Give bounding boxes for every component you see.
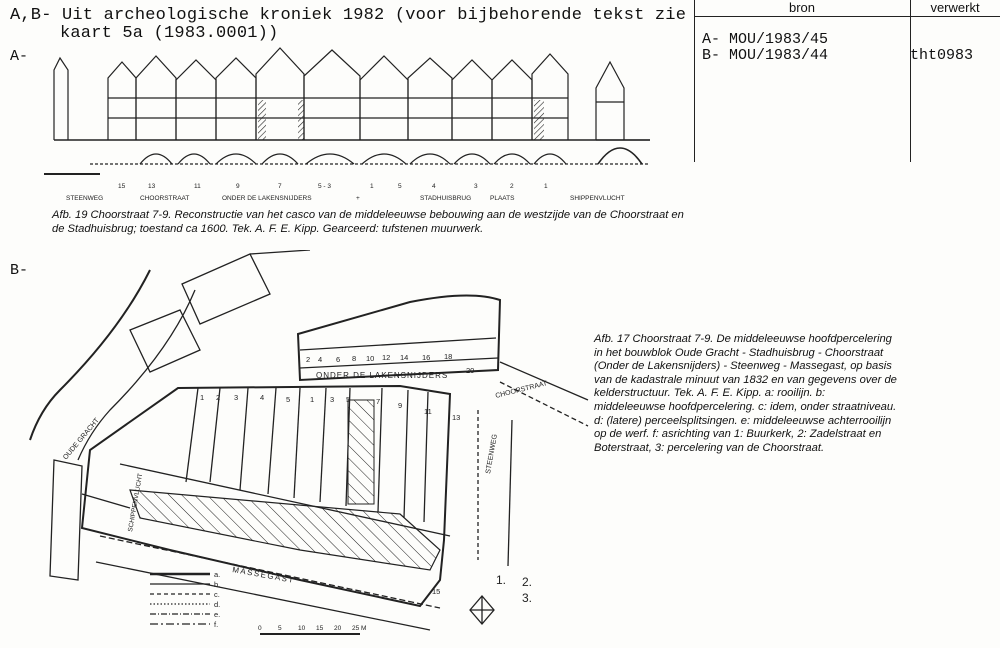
source-table <box>694 0 1000 162</box>
parcel-number: 4 <box>260 393 265 402</box>
house-number: 5 - 3 <box>318 183 332 190</box>
legend-label: a. <box>214 570 221 579</box>
house-number: 5 <box>398 183 402 190</box>
figure-17-caption: Afb. 17 Choorstraat 7-9. De middeleeuwse hoofdpercelering in het bouwblok Oude Gracht - Stadhuisbrug - Choorstraat (Onder de Lakensnijders) - Steenweg - Massegast, op basis van de kadastrale minuut van 1832 en van gegevens over de kelderstructuur. Tek. A. F. E. Kipp. a: rooilijn. b: middeleeuwse hoofdpercelering. c: idem, onder straatniveau. d: (latere) perceelsplitsingen. e: middeleeuwse achterrooilijn op de werf. f: asrichting van 1: Buurkerk, 2: Zadelstraat en Boterstraat, 3: percelering van de Choorstraat. <box>594 333 897 454</box>
street-label-onder-lakensnijders: ONDER DE LAKENSNIJDERS <box>316 371 449 380</box>
parcel-number: 2 <box>306 355 311 364</box>
legend-label: f. <box>214 620 219 629</box>
parcel-number: 11 <box>424 407 432 416</box>
table-row-2-bron: B- MOU/1983/44 <box>702 47 829 64</box>
figure-a-elevation-drawing <box>0 40 690 208</box>
scale-label: 15 <box>316 625 324 632</box>
scale-label: 10 <box>298 625 306 632</box>
parcel-number: 6 <box>336 355 341 364</box>
table-row-1-bron: A- MOU/1983/45 <box>702 31 829 48</box>
parcel-number: 5 <box>286 395 291 404</box>
parcel-number: 1 <box>200 393 205 402</box>
street-label: CHOORSTRAAT <box>140 195 190 202</box>
legend-label: e. <box>214 610 221 619</box>
legend-label: d. <box>214 600 221 609</box>
parcel-number: 12 <box>382 353 391 362</box>
house-number: 3 <box>474 183 478 190</box>
table-header-bron: bron <box>788 0 816 15</box>
figure-a-marker: A- <box>10 48 29 65</box>
table-row-2-verwerkt: tht0983 <box>910 47 974 64</box>
parcel-number: 5 <box>346 395 351 404</box>
direction-number: 1. <box>496 573 507 587</box>
figure-19-caption: Afb. 19 Choorstraat 7-9. Reconstructie van het casco van de middeleeuwse bebouwing aan de westzijde van de Choorstraat en de Stadhuisbrug; toestand ca 1600. Tek. A. F. E. Kipp. Gearceerd: tufstenen muurwerk. <box>52 209 684 235</box>
street-label-schippenvlucht: SCHIPPENVLUCHT <box>127 472 145 533</box>
street-label-massegast: MASSEGAST <box>231 565 296 585</box>
street-label: ONDER DE LAKENSNIJDERS <box>222 195 312 202</box>
house-number: 4 <box>432 183 436 190</box>
direction-number: 2. <box>522 575 533 589</box>
street-label-oude-gracht: OUDE GRACHT <box>62 417 101 462</box>
parcel-number: 15 <box>432 587 441 596</box>
table-header-verwerkt: verwerkt <box>930 0 980 15</box>
house-number: 2 <box>510 183 514 190</box>
house-number: 11 <box>194 183 201 190</box>
parcel-number: 10 <box>366 354 375 363</box>
street-label: STEENWEG <box>66 195 104 202</box>
document-title-line-1: A,B- Uit archeologische kroniek 1982 (voor bijbehorende tekst zie <box>10 6 687 25</box>
street-label: SHIPPENVLUCHT <box>570 195 625 202</box>
parcel-number: 1 <box>310 395 315 404</box>
street-label: STADHUISBRUG <box>420 195 472 202</box>
parcel-number: 13 <box>452 413 461 422</box>
legend-label: b. <box>214 580 221 589</box>
parcel-number: 16 <box>422 353 431 362</box>
parcel-number: 18 <box>444 352 453 361</box>
document-title-line-2: kaart 5a (1983.0001)) <box>60 24 279 43</box>
street-label: + <box>356 195 360 202</box>
house-number: 1 <box>370 183 374 190</box>
house-number: 1 <box>544 183 548 190</box>
house-number: 13 <box>148 183 156 190</box>
house-number: 15 <box>118 183 126 190</box>
parcel-number: 4 <box>318 355 323 364</box>
legend-label: c. <box>214 590 220 599</box>
parcel-number: 2 <box>216 393 221 402</box>
parcel-number: 3 <box>330 395 335 404</box>
street-label-choorstraat: CHOORSTRAAT <box>494 380 549 400</box>
scale-label: 20 <box>334 625 342 632</box>
scale-label: 25 M <box>352 625 367 632</box>
parcel-number: 8 <box>352 354 357 363</box>
scale-label: 0 <box>258 625 262 632</box>
parcel-number: 9 <box>398 401 403 410</box>
house-number: 9 <box>236 183 240 190</box>
parcel-number: 3 <box>234 393 239 402</box>
parcel-number: 20 <box>466 366 475 375</box>
street-label: PLAATS <box>490 195 515 202</box>
figure-b-marker: B- <box>10 262 29 279</box>
parcel-number: 7 <box>376 397 381 406</box>
street-label-steenweg: STEENWEG <box>485 433 499 475</box>
parcel-number: 14 <box>400 353 409 362</box>
direction-number: 3. <box>522 591 533 605</box>
scale-label: 5 <box>278 625 282 632</box>
house-number: 7 <box>278 183 282 190</box>
figure-b-parcel-map <box>0 250 590 648</box>
